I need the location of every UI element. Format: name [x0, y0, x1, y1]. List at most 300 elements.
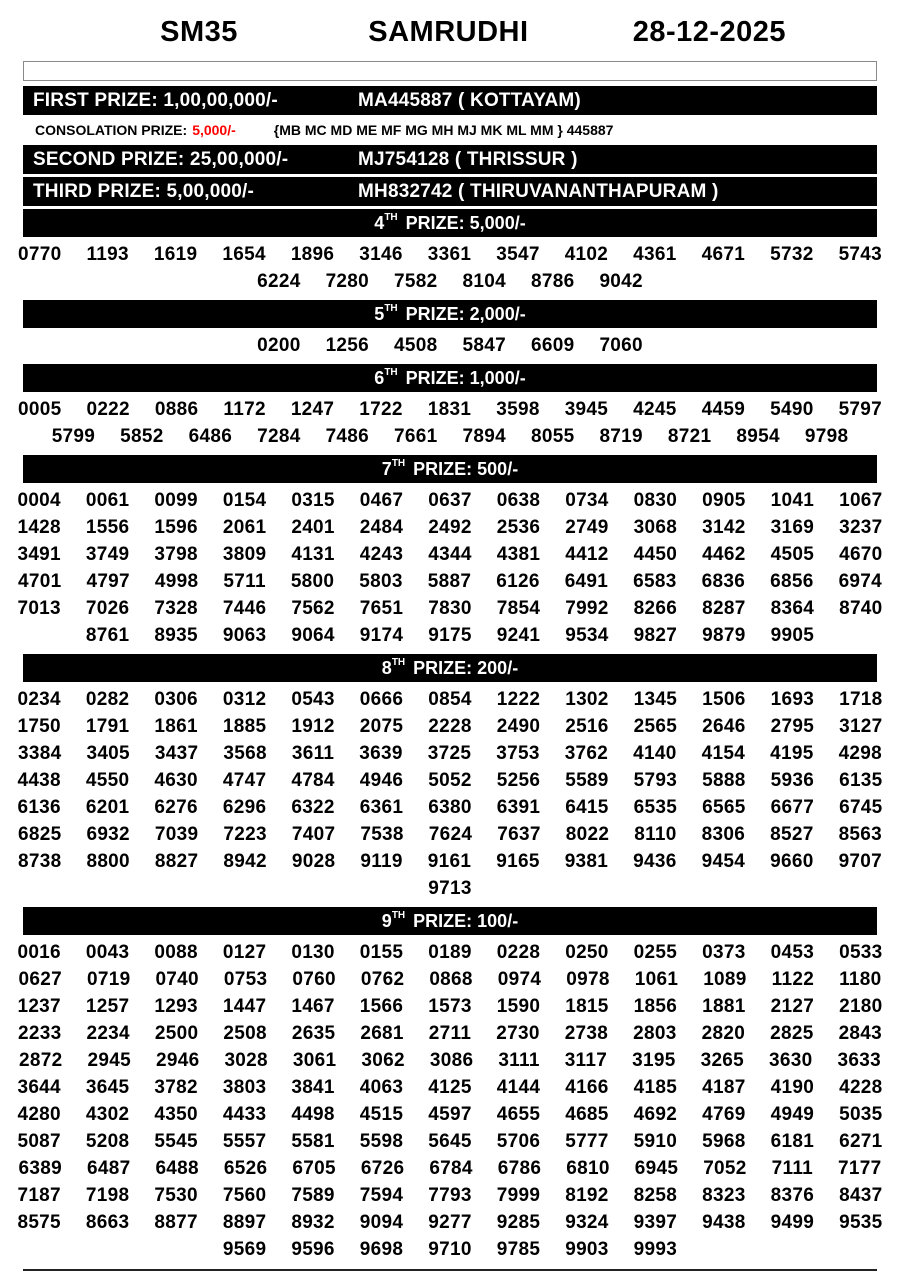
tier-ordinal: 6	[374, 367, 385, 388]
winning-number: 4747	[222, 769, 267, 791]
winning-number: 1172	[223, 398, 266, 420]
winning-number: 0200	[257, 334, 301, 356]
winning-number: 0004	[17, 489, 61, 511]
winning-number: 3405	[86, 742, 130, 764]
winning-number: 4505	[770, 543, 815, 565]
winning-number: 1222	[496, 688, 541, 710]
winning-number: 2234	[86, 1022, 130, 1044]
winning-number: 3237	[839, 516, 883, 538]
prize-tier-header	[23, 455, 877, 483]
winning-number: 3633	[837, 1049, 881, 1071]
tier-ordinal: 5	[374, 303, 385, 324]
winning-number: 1345	[633, 688, 678, 710]
winning-number: 9660	[770, 850, 814, 872]
winning-number: 5645	[428, 1130, 472, 1152]
winning-number: 4784	[291, 769, 335, 791]
winning-number: 3142	[702, 516, 746, 538]
winning-number: 4412	[565, 543, 609, 565]
winning-number: 1506	[702, 688, 746, 710]
winning-number: 0234	[17, 688, 61, 710]
winning-number: 3645	[85, 1076, 130, 1098]
winning-number: 0016	[17, 941, 61, 963]
winning-numbers-grid	[17, 240, 883, 297]
winning-number: 0154	[222, 489, 267, 511]
winning-number: 8786	[530, 270, 575, 292]
winning-number: 9165	[496, 850, 540, 872]
prize-tier-section	[17, 654, 883, 904]
winning-number: 9161	[427, 850, 472, 872]
winning-number: 2127	[770, 995, 815, 1017]
winning-number: 0770	[17, 243, 62, 265]
lower-prize-tiers	[17, 209, 883, 1265]
winning-number: 2795	[770, 715, 815, 737]
winning-number: 1912	[291, 715, 335, 737]
third-prize-label: THIRD PRIZE: 5,00,000/-	[33, 180, 255, 202]
winning-numbers-row	[23, 622, 877, 649]
winning-numbers-grid	[17, 685, 883, 904]
winning-number: 8323	[702, 1184, 746, 1206]
draw-code: SM35	[160, 16, 238, 48]
third-prize-ticket: MH832742 ( THIRUVANANTHAPURAM )	[358, 180, 719, 202]
winning-number: 6974	[838, 570, 883, 592]
tier-ordinal: 8	[381, 657, 392, 678]
winning-number: 6583	[633, 570, 677, 592]
winning-number: 1619	[153, 243, 198, 265]
winning-number: 8738	[17, 850, 62, 872]
winning-number: 9879	[702, 624, 746, 646]
winning-number: 2061	[222, 516, 267, 538]
winning-numbers-row	[17, 740, 883, 767]
winning-number: 7999	[496, 1184, 541, 1206]
winning-number: 5793	[633, 769, 678, 791]
winning-number: 9436	[633, 850, 677, 872]
winning-number: 6224	[257, 270, 301, 292]
winning-number: 4280	[17, 1103, 61, 1125]
winning-number: 4298	[838, 742, 883, 764]
winning-number: 5743	[838, 243, 883, 265]
winning-number: 2945	[87, 1049, 131, 1071]
winning-number: 5968	[702, 1130, 746, 1152]
winning-number: 4438	[17, 769, 61, 791]
winning-number: 3491	[17, 543, 61, 565]
winning-number: 1247	[290, 398, 335, 420]
winning-number: 1041	[770, 489, 815, 511]
second-prize-bar	[23, 145, 877, 174]
winning-number: 4498	[291, 1103, 335, 1125]
winning-number: 3568	[223, 742, 267, 764]
winning-number: 3146	[359, 243, 403, 265]
tier-ordinal-suffix: TH	[391, 458, 406, 469]
winning-number: 1654	[222, 243, 266, 265]
winning-numbers-row	[23, 875, 877, 902]
winning-number: 6705	[292, 1157, 336, 1179]
winning-number: 1693	[770, 688, 815, 710]
winning-number: 9174	[359, 624, 404, 646]
winning-number: 1566	[359, 995, 404, 1017]
winning-number: 2843	[838, 1022, 883, 1044]
winning-number: 7651	[359, 597, 404, 619]
winning-number: 8563	[838, 823, 883, 845]
first-prize-bar	[23, 86, 877, 115]
winning-number: 7284	[257, 425, 301, 447]
winning-number: 2401	[291, 516, 335, 538]
winning-number: 4243	[359, 543, 404, 565]
winning-number: 1856	[633, 995, 678, 1017]
winning-number: 1791	[85, 715, 130, 737]
winning-number: 5208	[85, 1130, 130, 1152]
winning-number: 6786	[497, 1157, 542, 1179]
tier-ordinal-suffix: TH	[384, 303, 398, 314]
winning-number: 7637	[497, 823, 541, 845]
tier-ordinal: 9	[381, 910, 392, 931]
winning-number: 4228	[839, 1076, 883, 1098]
winning-number: 9241	[496, 624, 541, 646]
winning-number: 9381	[564, 850, 609, 872]
winning-number: 4131	[291, 543, 335, 565]
winning-numbers-row	[23, 423, 877, 450]
winning-number: 7793	[428, 1184, 472, 1206]
winning-numbers-row	[17, 1182, 883, 1209]
winning-number: 3809	[222, 543, 267, 565]
prize-tier-header	[23, 364, 877, 392]
winning-number: 3028	[224, 1049, 268, 1071]
tier-ordinal-suffix: TH	[384, 367, 398, 378]
winning-number: 1896	[290, 243, 335, 265]
winning-number: 6535	[633, 796, 678, 818]
winning-number: 4102	[564, 243, 609, 265]
winning-number: 8266	[633, 597, 678, 619]
winning-number: 2180	[839, 995, 883, 1017]
winning-number: 5936	[770, 769, 815, 791]
winning-number: 9028	[291, 850, 336, 872]
winning-number: 4597	[428, 1103, 472, 1125]
winning-number: 9798	[804, 425, 849, 447]
tier-title: PRIZE: 100/-	[408, 910, 519, 931]
winning-number: 1089	[703, 968, 747, 990]
winning-number: 9710	[428, 1238, 472, 1260]
winning-number: 0533	[839, 941, 883, 963]
winning-number: 3611	[291, 742, 335, 764]
winning-number: 0467	[359, 489, 404, 511]
winning-number: 2508	[223, 1022, 267, 1044]
winning-numbers-row	[17, 993, 883, 1020]
winning-number: 3598	[496, 398, 540, 420]
winning-number: 3782	[154, 1076, 198, 1098]
winning-number: 7530	[154, 1184, 198, 1206]
winning-number: 3062	[361, 1049, 405, 1071]
winning-number: 0130	[291, 941, 335, 963]
winning-number: 8663	[85, 1211, 130, 1233]
winning-number: 7060	[599, 334, 643, 356]
winning-number: 4769	[702, 1103, 746, 1125]
winning-number: 2738	[564, 1022, 609, 1044]
winning-number: 0868	[429, 968, 473, 990]
winning-number: 5887	[427, 570, 472, 592]
second-prize-label: SECOND PRIZE: 25,00,000/-	[33, 148, 289, 170]
winning-number: 1193	[86, 243, 129, 265]
winning-number: 4187	[702, 1076, 746, 1098]
winning-number: 3753	[496, 742, 540, 764]
winning-number: 5711	[223, 570, 266, 592]
winning-number: 7026	[85, 597, 130, 619]
winning-number: 7013	[17, 597, 61, 619]
prize-tier-section	[17, 907, 883, 1265]
winning-number: 2565	[633, 715, 678, 737]
winning-numbers-row	[17, 487, 883, 514]
winning-number: 2730	[496, 1022, 540, 1044]
winning-number: 9534	[565, 624, 609, 646]
winning-number: 7992	[565, 597, 609, 619]
winning-number: 6932	[86, 823, 130, 845]
winning-number: 9905	[770, 624, 815, 646]
winning-number: 3725	[427, 742, 472, 764]
winning-numbers-row	[23, 332, 877, 359]
winning-number: 4670	[839, 543, 883, 565]
winning-number: 3644	[17, 1076, 61, 1098]
winning-number: 0255	[633, 941, 678, 963]
winning-number: 3384	[17, 742, 62, 764]
winning-number: 4515	[359, 1103, 404, 1125]
winning-number: 6609	[530, 334, 575, 356]
masthead	[23, 6, 877, 61]
winning-number: 1067	[839, 489, 883, 511]
winning-number: 7582	[394, 270, 438, 292]
prize-tier-section	[17, 364, 883, 452]
winning-number: 0638	[496, 489, 541, 511]
first-prize-label: FIRST PRIZE: 1,00,00,000/-	[33, 89, 278, 111]
winning-numbers-grid	[17, 486, 883, 651]
winning-number: 2946	[155, 1049, 200, 1071]
winning-number: 4459	[701, 398, 746, 420]
winning-number: 5888	[702, 769, 746, 791]
winning-number: 6945	[634, 1157, 679, 1179]
winning-number: 8721	[667, 425, 712, 447]
winning-number: 0637	[428, 489, 472, 511]
winning-number: 9285	[496, 1211, 541, 1233]
winning-number: 9827	[633, 624, 678, 646]
winning-number: 4190	[770, 1076, 815, 1098]
winning-number: 8055	[530, 425, 575, 447]
winning-number: 7177	[838, 1157, 882, 1179]
winning-number: 0543	[291, 688, 335, 710]
winning-number: 1556	[85, 516, 130, 538]
winning-number: 8110	[634, 823, 677, 845]
winning-number: 5557	[222, 1130, 267, 1152]
winning-number: 1861	[154, 715, 198, 737]
prize-tier-header	[23, 209, 877, 237]
winning-number: 2516	[565, 715, 609, 737]
winning-number: 4166	[565, 1076, 609, 1098]
winning-number: 9707	[838, 850, 883, 872]
winning-number: 6836	[701, 570, 746, 592]
winning-number: 6201	[85, 796, 130, 818]
winning-numbers-row	[18, 966, 882, 993]
winning-number: 3127	[839, 715, 883, 737]
winning-number: 4381	[496, 543, 541, 565]
tier-ordinal: 7	[381, 458, 392, 479]
winning-number: 0753	[223, 968, 268, 990]
winning-number: 6491	[564, 570, 609, 592]
winning-number: 9094	[359, 1211, 404, 1233]
winning-number: 2749	[565, 516, 609, 538]
winning-numbers-row	[17, 767, 883, 794]
tier-title: PRIZE: 200/-	[408, 657, 519, 678]
tier-title: PRIZE: 500/-	[408, 458, 519, 479]
winning-numbers-row	[17, 396, 883, 423]
winning-number: 9535	[839, 1211, 883, 1233]
winning-number: 6677	[770, 796, 815, 818]
winning-numbers-row	[23, 268, 877, 295]
winning-number: 2490	[496, 715, 541, 737]
winning-number: 2075	[359, 715, 404, 737]
winning-number: 9785	[496, 1238, 541, 1260]
winning-number: 8306	[701, 823, 746, 845]
winning-number: 1293	[154, 995, 198, 1017]
winning-number: 2484	[359, 516, 404, 538]
winning-numbers-row	[17, 794, 883, 821]
winning-number: 8740	[839, 597, 883, 619]
winning-number: 6271	[839, 1130, 883, 1152]
winning-number: 0088	[154, 941, 198, 963]
winning-number: 4350	[154, 1103, 198, 1125]
winning-number: 9064	[291, 624, 335, 646]
winning-number: 2646	[702, 715, 746, 737]
winning-number: 0719	[86, 968, 131, 990]
winning-number: 7111	[771, 1157, 814, 1179]
winning-number: 8104	[462, 270, 506, 292]
winning-numbers-row	[17, 541, 883, 568]
winning-numbers-row	[17, 1074, 883, 1101]
winning-number: 3265	[700, 1049, 745, 1071]
winning-numbers-row	[17, 1128, 883, 1155]
winning-number: 0061	[85, 489, 130, 511]
bottom-divider	[23, 1269, 877, 1271]
winning-number: 3749	[85, 543, 130, 565]
tier-title: PRIZE: 1,000/-	[400, 367, 526, 388]
winning-number: 4685	[565, 1103, 609, 1125]
winning-number: 9042	[599, 270, 643, 292]
winning-number: 6322	[291, 796, 335, 818]
winning-number: 9277	[428, 1211, 472, 1233]
winning-number: 1122	[771, 968, 815, 990]
winning-number: 0453	[770, 941, 815, 963]
winning-number: 0373	[702, 941, 746, 963]
winning-numbers-row	[17, 514, 883, 541]
winning-number: 6181	[770, 1130, 815, 1152]
winning-number: 4302	[85, 1103, 130, 1125]
winning-number: 7661	[394, 425, 438, 447]
tier-title: PRIZE: 2,000/-	[400, 303, 526, 324]
winning-number: 8192	[565, 1184, 609, 1206]
winning-numbers-row	[17, 939, 883, 966]
winning-number: 4433	[222, 1103, 267, 1125]
winning-number: 1718	[839, 688, 883, 710]
winning-number: 4144	[496, 1076, 541, 1098]
winning-numbers-row	[17, 686, 883, 713]
winning-number: 7538	[360, 823, 404, 845]
winning-number: 9063	[222, 624, 267, 646]
winning-number: 0250	[565, 941, 609, 963]
winning-number: 0282	[85, 688, 130, 710]
winning-number: 9903	[565, 1238, 609, 1260]
winning-number: 8800	[86, 850, 130, 872]
winning-number: 2711	[428, 1022, 472, 1044]
winning-number: 2492	[428, 516, 472, 538]
winning-number: 8897	[222, 1211, 267, 1233]
consolation-prize-row	[23, 118, 877, 142]
winning-number: 4701	[17, 570, 62, 592]
winning-number: 9397	[633, 1211, 678, 1233]
winning-number: 1256	[325, 334, 370, 356]
winning-number: 5777	[565, 1130, 609, 1152]
winning-number: 6486	[188, 425, 233, 447]
winning-number: 5490	[770, 398, 814, 420]
winning-number: 2681	[360, 1022, 404, 1044]
winning-number: 9713	[428, 877, 472, 899]
winning-number: 8942	[223, 850, 267, 872]
winning-number: 6565	[702, 796, 746, 818]
winning-number: 0905	[702, 489, 746, 511]
winning-number: 2635	[291, 1022, 336, 1044]
winning-number: 1467	[291, 995, 335, 1017]
winning-number: 7328	[154, 597, 198, 619]
winning-number: 2820	[701, 1022, 746, 1044]
winning-number: 3117	[564, 1049, 608, 1071]
winning-number: 5797	[838, 398, 883, 420]
winning-number: 0830	[633, 489, 678, 511]
winning-number: 7280	[325, 270, 370, 292]
winning-number: 4195	[770, 742, 814, 764]
winning-number: 3803	[222, 1076, 267, 1098]
winning-number: 7854	[496, 597, 541, 619]
winning-number: 6276	[154, 796, 198, 818]
winning-numbers-row	[17, 1209, 883, 1236]
winning-number: 4692	[633, 1103, 678, 1125]
winning-number: 4946	[359, 769, 404, 791]
winning-number: 1257	[85, 995, 130, 1017]
winning-number: 3169	[770, 516, 815, 538]
winning-numbers-row	[17, 595, 883, 622]
winning-number: 4998	[154, 570, 199, 592]
winning-numbers-row	[17, 1020, 883, 1047]
winning-numbers-row	[17, 848, 883, 875]
winning-number: 8761	[85, 624, 130, 646]
winning-number: 4344	[428, 543, 472, 565]
winning-number: 0222	[86, 398, 130, 420]
winning-number: 8258	[633, 1184, 678, 1206]
winning-number: 0734	[565, 489, 609, 511]
winning-number: 1722	[359, 398, 403, 420]
winning-number: 9569	[222, 1238, 267, 1260]
winning-numbers-row	[17, 241, 883, 268]
winning-numbers-grid	[17, 395, 883, 452]
winning-number: 4508	[394, 334, 438, 356]
winning-number: 6136	[17, 796, 61, 818]
winning-number: 7594	[359, 1184, 404, 1206]
winning-number: 5800	[290, 570, 335, 592]
winning-number: 9175	[428, 624, 472, 646]
blank-row	[23, 61, 877, 81]
winning-number: 3547	[496, 243, 540, 265]
winning-number: 0627	[18, 968, 62, 990]
winning-number: 7830	[428, 597, 472, 619]
winning-number: 5799	[51, 425, 96, 447]
winning-number: 9324	[565, 1211, 609, 1233]
winning-number: 3361	[427, 243, 472, 265]
winning-number: 3437	[154, 742, 199, 764]
winning-number: 3086	[429, 1049, 474, 1071]
winning-number: 6126	[496, 570, 540, 592]
